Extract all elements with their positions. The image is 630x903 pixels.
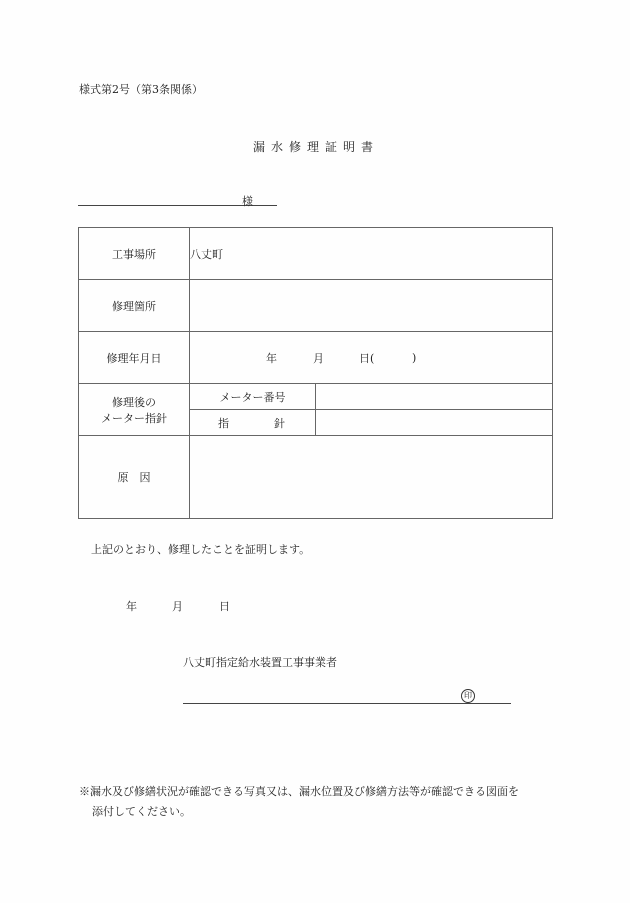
meter-reading-value[interactable]	[316, 410, 553, 436]
table-row	[79, 332, 553, 384]
contractor-label: 八丈町指定給水装置工事事業者	[183, 656, 337, 669]
year-label: 年	[266, 351, 277, 365]
day-label: 日(	[359, 351, 375, 365]
meter-group-label	[79, 384, 190, 436]
meter-number-label: メーター番号	[190, 384, 316, 410]
repair-location-value[interactable]	[190, 280, 553, 332]
cause-label: 原 因	[79, 436, 190, 519]
meter-group-label-line1: 修理後の	[112, 395, 156, 409]
repair-form-table	[78, 227, 553, 519]
repair-location-label: 修理箇所	[79, 280, 190, 332]
repair-date-value[interactable]	[190, 332, 553, 384]
cert-month-label: 月	[172, 600, 183, 613]
construction-site-label: 工事場所	[79, 228, 190, 280]
table-row	[79, 436, 553, 519]
meter-number-value[interactable]	[316, 384, 553, 410]
seal-icon: 印	[461, 689, 475, 703]
cert-day-label: 日	[219, 600, 230, 613]
meter-group-label-line2: メーター指針	[101, 411, 167, 425]
meter-reading-label-b: 針	[274, 416, 285, 430]
cert-year-label: 年	[126, 600, 137, 613]
meter-reading-label-a: 指	[218, 416, 229, 430]
addressee-suffix: 様	[242, 195, 253, 208]
table-row	[79, 384, 553, 410]
weekday-close: )	[412, 351, 417, 364]
construction-site-value[interactable]: 八丈町	[190, 228, 553, 280]
table-row	[79, 228, 553, 280]
attachment-note-line1: ※漏水及び修繕状況が確認できる写真又は、漏水位置及び修繕方法等が確認できる図面を	[79, 785, 519, 798]
month-label: 月	[313, 351, 324, 365]
document-title: 漏水修理証明書	[253, 140, 380, 154]
table-row	[79, 280, 553, 332]
certification-statement: 上記のとおり、修理したことを証明します。	[91, 543, 311, 556]
contractor-signature-field[interactable]	[183, 703, 511, 704]
attachment-note-line2: 添付してください。	[92, 805, 191, 818]
repair-date-label: 修理年月日	[79, 332, 190, 384]
form-number: 様式第2号（第3条関係）	[79, 83, 203, 96]
meter-reading-label	[190, 410, 316, 436]
cause-value[interactable]	[190, 436, 553, 519]
